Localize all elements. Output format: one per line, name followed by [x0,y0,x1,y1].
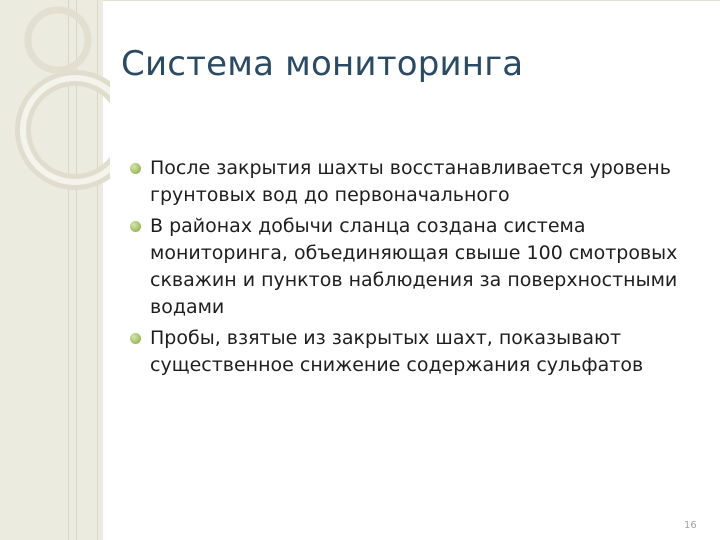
slide-title: Система мониторинга [121,44,524,84]
top-border [103,0,720,1]
list-item [130,155,700,209]
bullet-icon [130,163,141,174]
list-item [130,213,700,321]
list-item [130,325,700,379]
bullet-list [130,155,700,383]
bullet-text: В районах добычи сланца создана система мониторинга, объединяющая свыше 100 смотровых скважин и пунктов наблюдения за поверхностными водами [150,215,678,318]
slide-number: 16 [684,520,697,531]
bullet-text: Пробы, взятые из закрытых шахт, показывают существенное снижение содержания сульфатов [150,327,644,376]
decorative-circles [0,0,110,200]
bullet-icon [130,221,141,232]
bullet-text: После закрытия шахты восстанавливается уровень грунтовых вод до первоначального [150,157,671,206]
bullet-icon [130,333,141,344]
